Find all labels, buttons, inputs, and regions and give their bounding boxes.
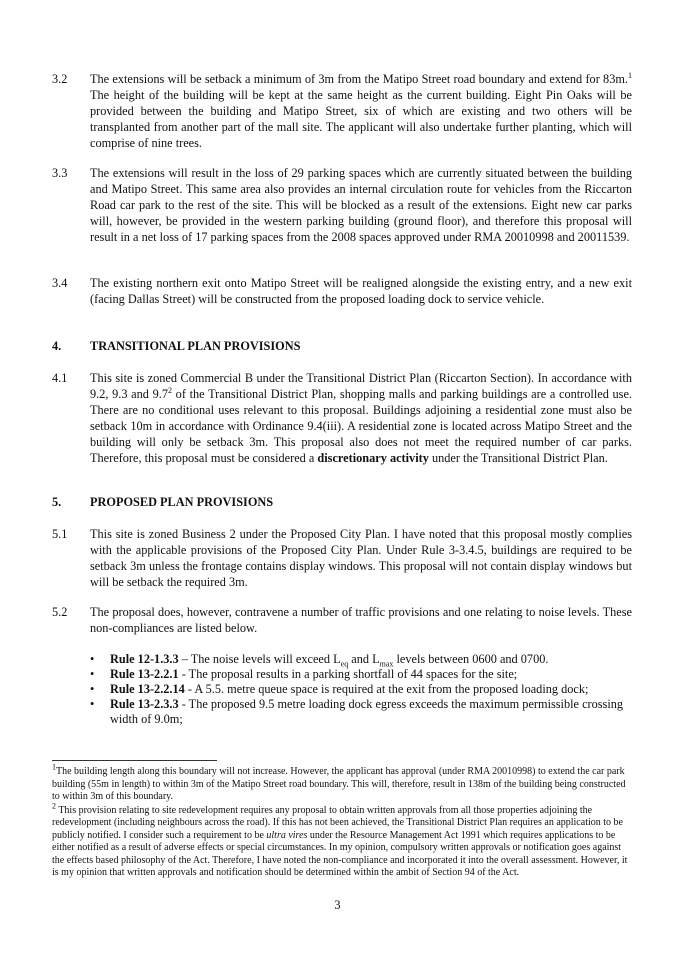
subscript: eq <box>340 659 349 669</box>
rule-reference: Rule 13-2.3.3 <box>110 697 179 711</box>
bullet-icon: • <box>90 682 95 696</box>
footnotes <box>52 762 632 881</box>
rule-reference: Rule 12-1.3.3 <box>110 652 179 666</box>
footnote-marker: 1 <box>52 762 56 772</box>
emphasis-text: discretionary activity <box>317 451 429 465</box>
bullet-icon: • <box>90 652 95 666</box>
list-item-text: – The noise levels will exceed L <box>178 652 341 666</box>
paragraph-3-2 <box>52 71 632 151</box>
footnote-2 <box>52 801 632 880</box>
list-item-text: levels between 0600 and 0700. <box>393 652 549 666</box>
paragraph-number: 3.4 <box>52 276 68 290</box>
paragraph-text: The existing northern exit onto Matipo Street will be realigned alongside the existing entry, and a new exit (facing Dallas Street) will be constructed from the proposed loading dock to service vehicle. <box>90 276 632 306</box>
list-item-text: and L <box>348 652 380 666</box>
list-item-text: - A 5.5. metre queue space is required at the exit from the proposed loading dock; <box>184 682 589 696</box>
non-compliance-list <box>90 652 630 727</box>
list-item <box>90 652 630 667</box>
section-title: TRANSITIONAL PLAN PROVISIONS <box>90 339 301 353</box>
paragraph-3-4 <box>52 275 632 307</box>
list-item <box>90 697 630 727</box>
paragraph-number: 4.1 <box>52 371 68 385</box>
paragraph-text: This site is zoned Business 2 under the Proposed City Plan. I have noted that this proposal mostly complies with the applicable provisions of the Proposed City Plan. Under Rule 3-3.4.5, buildings are required to be setback 3m unless the frontage contains display windows. This proposal will not contain display windows but will be setback the required 3m. <box>90 527 632 589</box>
paragraph-5-1 <box>52 526 632 590</box>
section-title: PROPOSED PLAN PROVISIONS <box>90 495 274 509</box>
list-item-text: - The proposal results in a parking shortfall of 44 spaces for the site; <box>178 667 518 681</box>
rule-reference: Rule 13-2.2.1 <box>110 667 179 681</box>
subscript: max <box>379 659 394 669</box>
footnote-italic-text: ultra vires <box>266 829 308 841</box>
footnote-text: The building length along this boundary will not increase. However, the applicant has approval (under RMA 20010998) to extend the car park building (55m in length) to within 3m of the Matipo Street road boundary. This will, therefore, result in 138m of the building being constructed to within 3m of this boundary. <box>52 766 626 802</box>
footnote-text: under the Resource Management Act 1991 which requires applications to be either notified as a result of adverse effects or special circumstances. In my opinion, compulsory written approvals or notification goes against the effects based philosophy of the Act. Therefore, I have noted the non-compliance and incorporated it into the overall assessment. However, it is my opinion that written approvals and notification should be determined within the ambit of Section 94 of the Act. <box>52 829 628 878</box>
paragraph-text-part: The height of the building will be kept at the same height as the current building. Eight Pin Oaks will be provided between the building and Matipo Street, six of which are existing and two others will be transplanted from another part of the mall site. The applicant will also undertake further planting, which will comprise of nine trees. <box>90 88 632 150</box>
list-item <box>90 682 630 697</box>
paragraph-text-part: This site is zoned Commercial B under the Transitional District Plan (Riccarton Section). In accordance with 9.2, 9.3 and 9.7 <box>90 371 632 401</box>
bullet-icon: • <box>90 697 95 711</box>
paragraph-text: The proposal does, however, contravene a number of traffic provisions and one relating to noise levels. These non-compliances are listed below. <box>90 605 632 635</box>
list-item-text: - The proposed 9.5 metre loading dock egress exceeds the maximum permissible crossing width of 9.0m; <box>110 697 624 726</box>
paragraph-number: 3.2 <box>52 72 68 86</box>
footnote-1 <box>52 762 632 804</box>
section-number: 5. <box>52 495 62 509</box>
footnote-marker: 2 <box>52 801 56 811</box>
paragraph-text-part: of the Transitional District Plan, shopping malls and parking buildings are a controlled use. There are no conditional uses relevant to this proposal. Buildings adjoining a residential zone must also be setback 10m in accordance with Ordinance 9.4(iii). A residential zone is located across Matipo Street and the building will only be setback 3m. This proposal also does not meet the required number of car parks. Therefore, this proposal must be considered a <box>90 387 633 465</box>
footnote-ref-2[interactable]: 2 <box>168 385 172 395</box>
page-number: 3 <box>334 898 341 912</box>
paragraph-text: The extensions will result in the loss of 29 parking spaces which are currently situated between the building and Matipo Street. This same area also provides an internal circulation route for vehicles from the Riccarton Road car park to the rest of the site. This will be blocked as a result of the extensions. Eight new car parks will, however, be provided in the western parking building (ground floor), and therefore this proposal will result in a net loss of 17 parking spaces from the 2008 spaces approved under RMA 20010998 and 20011539. <box>90 166 632 244</box>
paragraph-3-3 <box>52 165 632 245</box>
paragraph-number: 5.2 <box>52 605 68 619</box>
paragraph-text-part: under the Transitional District Plan. <box>428 451 608 465</box>
paragraph-4-1 <box>52 370 632 466</box>
list-item <box>90 667 630 682</box>
paragraph-number: 5.1 <box>52 527 68 541</box>
section-heading-4 <box>52 338 300 354</box>
section-number: 4. <box>52 339 62 353</box>
paragraph-text <box>90 71 632 151</box>
bullet-icon: • <box>90 667 95 681</box>
section-heading-5 <box>52 494 273 510</box>
footnote-ref-1[interactable]: 1 <box>628 70 632 80</box>
footnote-text: This provision relating to site redevelopment requires any proposal to obtain written approvals from all those properties adjoining the redevelopment (including neighbours across the road). If this has not been achieved, the Transitional District Plan requires an application to be publicly notified. I consider such a requirement to be <box>52 804 623 841</box>
footnote-divider <box>52 760 217 761</box>
paragraph-5-2 <box>52 604 632 636</box>
paragraph-text <box>90 370 632 466</box>
paragraph-text-part: The extensions will be setback a minimum of 3m from the Matipo Street road boundary and extend for 83m. <box>90 72 628 86</box>
rule-reference: Rule 13-2.2.14 <box>110 682 185 696</box>
paragraph-number: 3.3 <box>52 166 68 180</box>
